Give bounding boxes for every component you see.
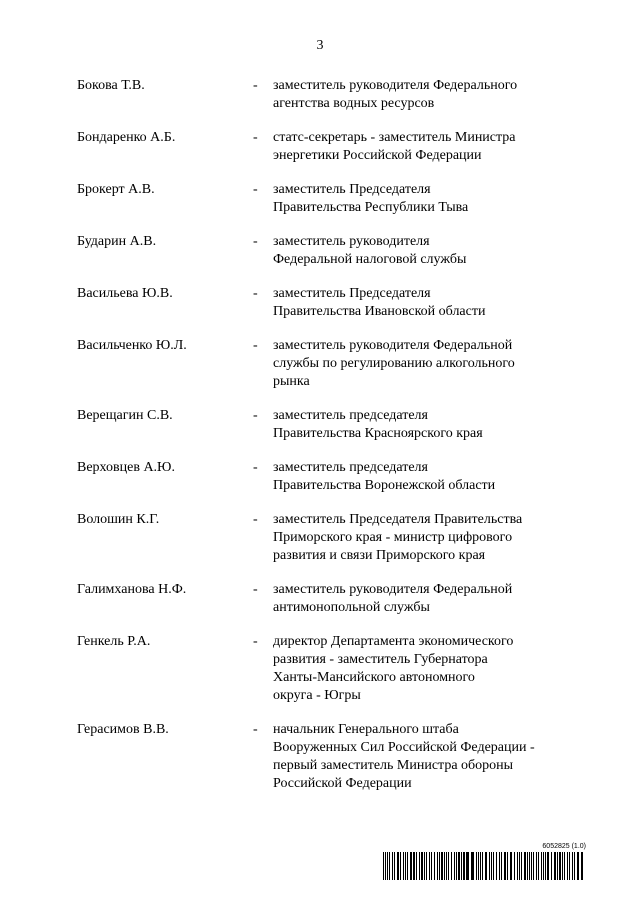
position-title: начальник Генерального штаба Вооруженных Сил Российской Федерации - первый заместитель Министра обороны Российской Федерации [273, 722, 535, 791]
list-item [77, 129, 597, 165]
dash-separator: - [253, 286, 258, 301]
list-item [77, 511, 597, 565]
person-name: Бондаренко А.Б. [77, 130, 176, 145]
list-item [77, 77, 597, 113]
position-title: заместитель председателя Правительства Воронежской области [273, 460, 496, 493]
barcode-block [383, 843, 586, 880]
person-name: Васильева Ю.В. [77, 286, 173, 301]
dash-separator: - [253, 722, 258, 737]
position-title: заместитель Председателя Правительства Ивановской области [273, 286, 486, 319]
person-name: Брокерт А.В. [77, 182, 155, 197]
position-title: заместитель руководителя Федеральной налоговой службы [273, 234, 467, 267]
person-name: Волошин К.Г. [77, 512, 160, 527]
page-number: 3 [316, 38, 324, 53]
person-name: Герасимов В.В. [77, 722, 169, 737]
position-title: заместитель руководителя Федеральной антимонопольной службы [273, 582, 513, 615]
list-item [77, 233, 597, 269]
dash-separator: - [253, 234, 258, 249]
dash-separator: - [253, 408, 258, 423]
list-item [77, 721, 597, 793]
list-item [77, 407, 597, 443]
list-item [77, 181, 597, 217]
dash-separator: - [253, 460, 258, 475]
dash-separator: - [253, 582, 258, 597]
position-title: заместитель Председателя Правительства Республики Тыва [273, 182, 469, 215]
person-name: Бударин А.В. [77, 234, 157, 249]
person-name: Бокова Т.В. [77, 78, 145, 93]
position-title: заместитель Председателя Правительства Приморского края - министр цифрового развития и связи Приморского края [273, 512, 523, 563]
person-name: Генкель Р.А. [77, 634, 151, 649]
list-item [77, 459, 597, 495]
position-title: заместитель председателя Правительства Красноярского края [273, 408, 483, 441]
position-title: статс-секретарь - заместитель Министра энергетики Российской Федерации [273, 130, 516, 163]
list-item [77, 633, 597, 705]
dash-separator: - [253, 78, 258, 93]
dash-separator: - [253, 182, 258, 197]
list-item [77, 581, 597, 617]
dash-separator: - [253, 338, 258, 353]
position-title: директор Департамента экономического развития - заместитель Губернатора Ханты-Мансийского автономного округа - Югры [273, 634, 514, 703]
personnel-list [77, 77, 597, 809]
barcode-caption: 6052825 (1.0) [542, 843, 586, 850]
person-name: Васильченко Ю.Л. [77, 338, 187, 353]
person-name: Галимханова Н.Ф. [77, 582, 187, 597]
person-name: Верещагин С.В. [77, 408, 173, 423]
person-name: Верховцев А.Ю. [77, 460, 175, 475]
dash-separator: - [253, 634, 258, 649]
list-item [77, 337, 597, 391]
dash-separator: - [253, 130, 258, 145]
list-item [77, 285, 597, 321]
dash-separator: - [253, 512, 258, 527]
position-title: заместитель руководителя Федеральной службы по регулированию алкогольного рынка [273, 338, 515, 389]
position-title: заместитель руководителя Федерального агентства водных ресурсов [273, 78, 518, 111]
barcode-image [383, 852, 586, 880]
